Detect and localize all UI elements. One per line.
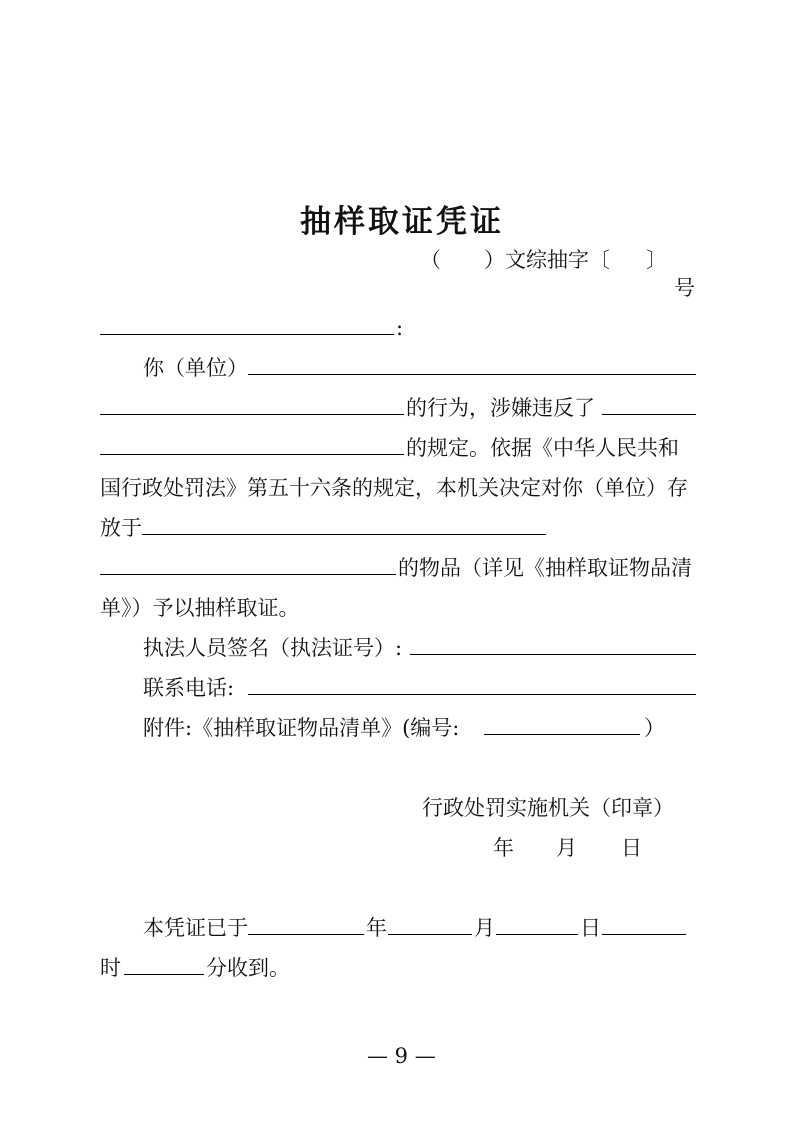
receipt-day-blank[interactable]	[496, 934, 578, 935]
law-text: 国行政处罚法》第五十六条的规定，本机关决定对你（单位）存	[100, 476, 688, 500]
receipt-month-blank[interactable]	[388, 934, 472, 935]
document-title: 抽样取证凭证	[300, 204, 504, 240]
phone-label: 联系电话:	[143, 676, 235, 700]
you-unit-label: 你（单位）	[143, 356, 248, 380]
officer-signature-blank[interactable]	[410, 654, 696, 655]
receipt-year-blank[interactable]	[248, 934, 364, 935]
behavior-text: 的行为，涉嫌违反了	[406, 396, 595, 420]
signature-month: 月	[556, 836, 577, 860]
receipt-year: 年	[366, 916, 387, 940]
violated-regulation-blank[interactable]	[602, 414, 696, 415]
receipt-tail: 分收到。	[206, 956, 290, 980]
items-blank[interactable]	[100, 574, 396, 575]
phone-blank[interactable]	[248, 694, 696, 695]
stored-at-label: 放于	[100, 516, 142, 540]
receipt-hour: 时	[100, 956, 121, 980]
page-number: — 9 —	[367, 1044, 436, 1068]
items-end-text: 单》）予以抽样取证。	[100, 596, 300, 620]
receipt-month: 月	[474, 916, 495, 940]
doc-number-hao: 号	[674, 276, 695, 300]
you-unit-blank[interactable]	[248, 374, 696, 375]
regulation-text: 的规定。依据《中华人民共和	[406, 436, 679, 460]
authority-seal: 行政处罚实施机关（印章）	[422, 796, 674, 820]
stored-at-blank[interactable]	[142, 534, 546, 535]
doc-number-prefix-right: ）文综抽字〔	[484, 248, 610, 272]
signature-day: 日	[621, 836, 642, 860]
receipt-hour-blank[interactable]	[602, 934, 686, 935]
regulation-blank[interactable]	[100, 454, 404, 455]
officer-signature-label: 执法人员签名（执法证号）:	[143, 636, 403, 660]
receipt-day: 日	[580, 916, 601, 940]
items-text: 的物品（详见《抽样取证物品清	[398, 556, 692, 580]
addressee-colon: :	[396, 316, 404, 340]
addressee-blank[interactable]	[100, 334, 394, 335]
doc-number-suffix: 〕	[646, 248, 667, 272]
behavior-blank[interactable]	[100, 414, 404, 415]
receipt-minute-blank[interactable]	[124, 974, 204, 975]
attachment-number-blank[interactable]	[484, 734, 640, 735]
attachment-close: ）	[644, 716, 665, 740]
receipt-lead: 本凭证已于	[143, 916, 248, 940]
doc-number-prefix-left: （	[420, 248, 441, 272]
signature-year: 年	[493, 836, 514, 860]
attachment-label: 附件:《抽样取证物品清单》(编号:	[143, 716, 460, 740]
